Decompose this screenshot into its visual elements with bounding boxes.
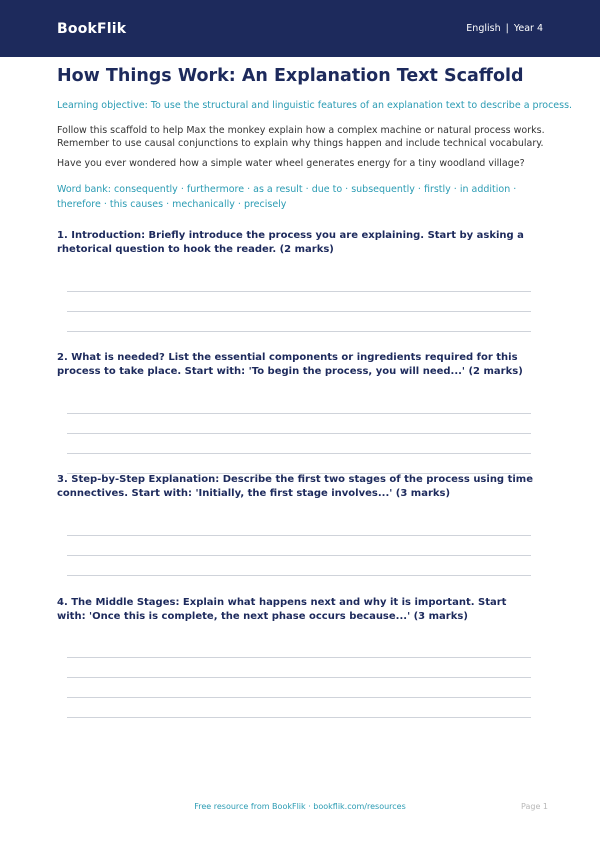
footer-text: Free resource from BookFlik · bookflik.com/resources: [194, 802, 406, 811]
answer-line[interactable]: [67, 311, 531, 312]
header-bar: [0, 0, 600, 57]
word-bank-words: consequently · furthermore · as a result · due to · subsequently · firstly · in addition · therefore · this causes · mechanically · precisely: [57, 184, 517, 210]
intro-text: Follow this scaffold to help Max the monkey explain how a complex machine or natural process works. Remember to use causal conjunctions to explain why things happen and include technical vocabulary.: [57, 125, 545, 149]
answer-line[interactable]: [67, 433, 531, 434]
question-3: 3. Step-by-Step Explanation: Describe the first two stages of the process using time connectives. Start with: 'Initially, the first stage involves...' (3 marks): [57, 474, 533, 499]
answer-line[interactable]: [67, 575, 531, 576]
answer-line[interactable]: [67, 697, 531, 698]
subject-year-label: [466, 23, 543, 34]
brand-logo-text: BookFlik: [57, 20, 127, 37]
question-1: 1. Introduction: Briefly introduce the process you are explaining. Start by asking a rhetorical question to hook the reader. (2 marks): [57, 230, 524, 255]
word-bank-label: Word bank:: [57, 184, 112, 195]
word-bank: [57, 183, 547, 212]
subject-label: English: [466, 23, 501, 34]
hook-question: Have you ever wondered how a simple water wheel generates energy for a tiny woodland village?: [57, 158, 525, 169]
year-label: Year 4: [513, 23, 543, 34]
meta-separator: |: [505, 23, 509, 34]
answer-line[interactable]: [67, 555, 531, 556]
question-4: 4. The Middle Stages: Explain what happens next and why it is important. Start with: 'Once this is complete, the next phase occurs because...' (3 marks): [57, 597, 507, 622]
answer-line[interactable]: [67, 331, 531, 332]
answer-line[interactable]: [67, 291, 531, 292]
answer-line[interactable]: [67, 413, 531, 414]
answer-line[interactable]: [67, 535, 531, 536]
answer-line[interactable]: [67, 717, 531, 718]
question-2: 2. What is needed? List the essential components or ingredients required for this process to take place. Start with: 'To begin the process, you will need...' (2 marks): [57, 352, 523, 377]
page-number: Page 1: [521, 802, 548, 811]
page-title: How Things Work: An Explanation Text Scaffold: [57, 66, 524, 86]
learning-objective: Learning objective: To use the structural and linguistic features of an explanation text to describe a process.: [57, 100, 573, 111]
answer-line[interactable]: [67, 657, 531, 658]
answer-line[interactable]: [67, 453, 531, 454]
answer-line[interactable]: [67, 677, 531, 678]
